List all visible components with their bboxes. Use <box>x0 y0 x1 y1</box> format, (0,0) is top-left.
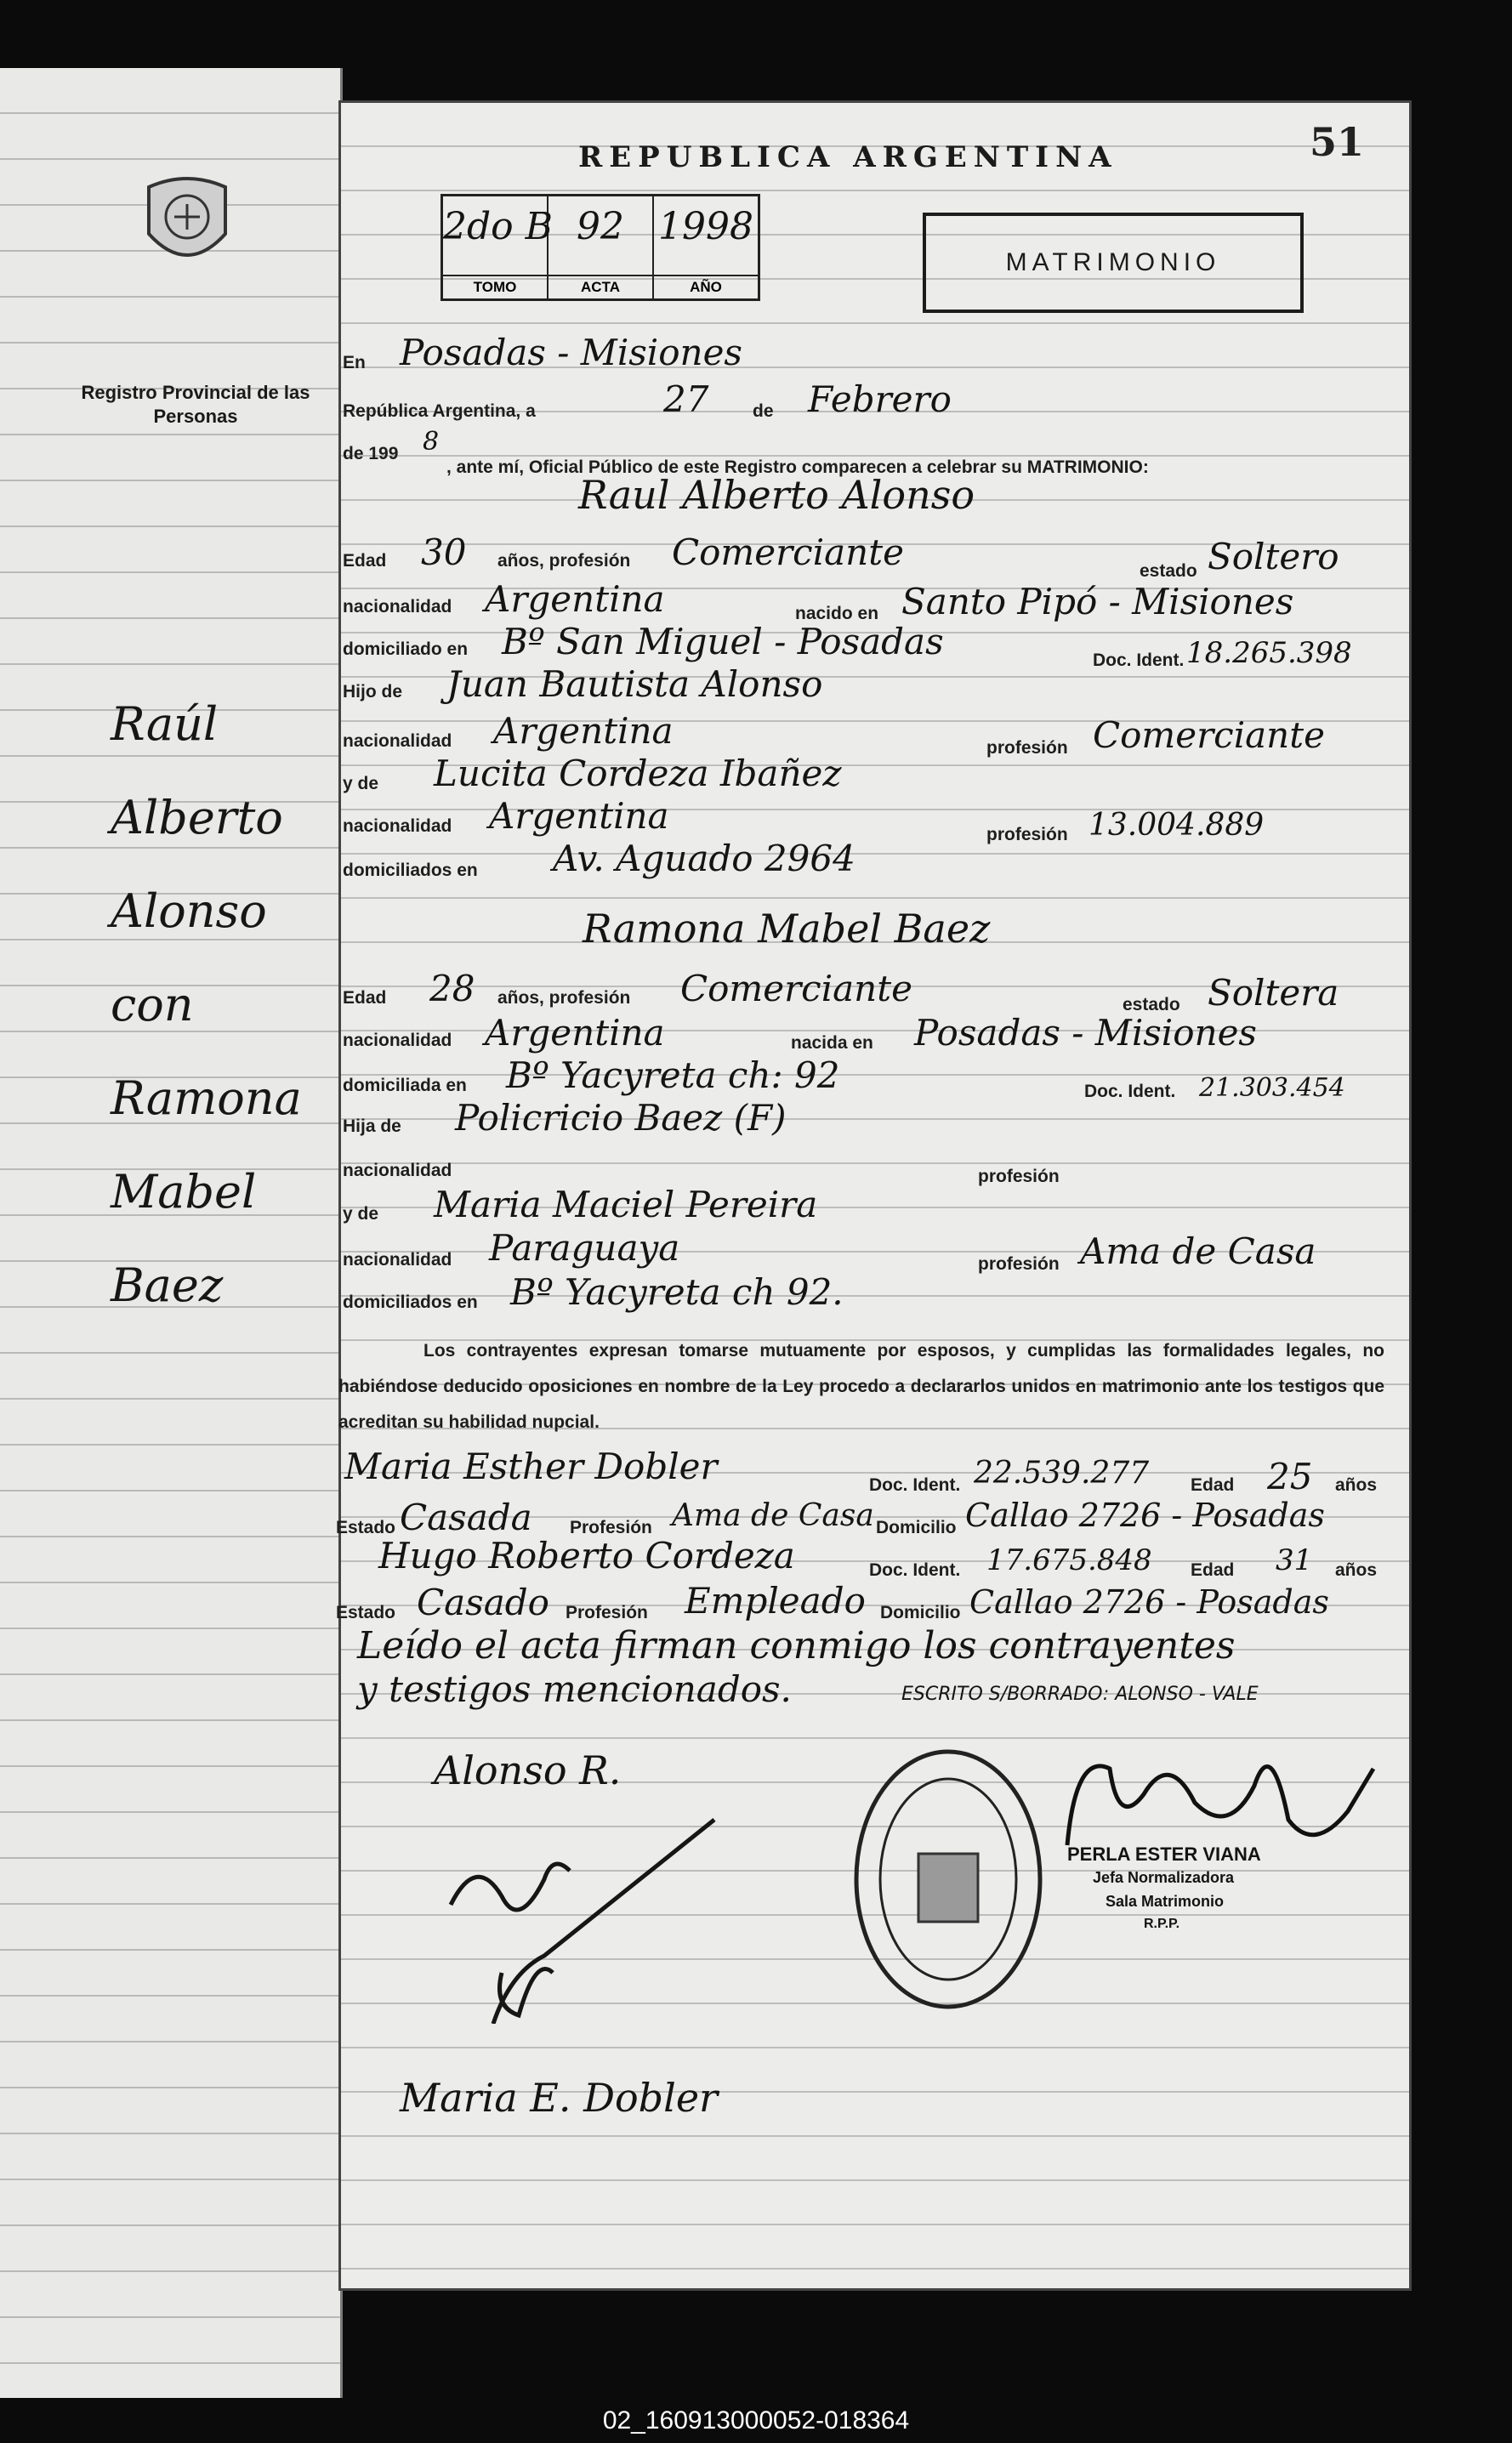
margin-name: Ramona <box>111 1071 302 1125</box>
witness2-doc: 17.675.848 <box>986 1543 1152 1577</box>
bride-doc-label: Doc. Ident. <box>1084 1082 1176 1101</box>
bride-age: 28 <box>429 968 475 1009</box>
coat-of-arms-seal-icon <box>140 170 234 276</box>
month-value: Febrero <box>808 378 952 420</box>
bride-nac-label: nacionalidad <box>343 1031 452 1050</box>
groom-doc: 18.265.398 <box>1186 636 1352 670</box>
groom-parents-domicile: Av. Aguado 2964 <box>553 838 855 879</box>
ano-label: AÑO <box>654 275 758 298</box>
bride-anos-label: años, profesión <box>497 988 631 1008</box>
bride-hija-label: Hija de <box>343 1116 401 1136</box>
margin-name: con <box>111 978 194 1031</box>
registry-label: Registro Provincial de las Personas <box>81 382 310 427</box>
footer-id: 02_160913000052-018364 <box>602 2406 910 2434</box>
groom-edad-label: Edad <box>343 551 387 571</box>
witness2-name: Hugo Roberto Cordeza <box>378 1535 795 1577</box>
groom-father: Juan Bautista Alonso <box>446 663 823 705</box>
witness1-name: Maria Esther Dobler <box>344 1446 718 1487</box>
groom-birthplace: Santo Pipó - Misiones <box>901 581 1294 622</box>
erasure-note: ESCRITO S/BORRADO: ALONSO - VALE <box>901 1684 1259 1705</box>
bride-estado-label: estado <box>1123 995 1180 1014</box>
bride-father-nat-label: nacionalidad <box>343 1161 452 1180</box>
witness1-doc: 22.539.277 <box>974 1456 1150 1491</box>
en-label: En <box>343 353 366 372</box>
bride-nationality: Argentina <box>485 1012 665 1054</box>
day-value: 27 <box>663 378 709 420</box>
official-title1: Jefa Normalizadora <box>1093 1869 1235 1886</box>
groom-nac-label: nacionalidad <box>343 597 452 616</box>
tomo-label: TOMO <box>443 275 547 298</box>
groom-estado: Soltero <box>1208 536 1339 577</box>
bride-edad-label: Edad <box>343 988 387 1008</box>
bride-nacida-label: nacida en <box>791 1033 873 1053</box>
groom-father-nationality: Argentina <box>493 710 674 752</box>
groom-anos-label: años, profesión <box>497 551 631 571</box>
tomo-value: 2do B <box>443 205 553 248</box>
witness2-edad-label: Edad <box>1191 1560 1235 1580</box>
bride-father-prof-label: profesión <box>978 1167 1060 1186</box>
bride-mother-profession: Ama de Casa <box>1080 1230 1316 1272</box>
groom-yde-label: y de <box>343 774 379 793</box>
tomo-cell <box>443 196 553 298</box>
witness1-profession: Ama de Casa <box>672 1498 874 1533</box>
bride-dom-label: domiciliada en <box>343 1076 467 1095</box>
act-type-box: MATRIMONIO <box>923 213 1304 313</box>
groom-profession: Comerciante <box>672 531 904 573</box>
witness1-anos-label: años <box>1335 1475 1378 1495</box>
bride-mother: Maria Maciel Pereira <box>434 1184 818 1225</box>
witness2-domicile: Callao 2726 - Posadas <box>969 1583 1329 1621</box>
groom-mother-nat-label: nacionalidad <box>343 816 452 836</box>
witness-signature: Maria E. Dobler <box>400 2075 719 2121</box>
witness2-prof-label: Profesión <box>566 1603 648 1622</box>
witness2-doc-label: Doc. Ident. <box>869 1560 961 1580</box>
page-number: 51 <box>1310 119 1365 165</box>
bride-parents-dom-label: domiciliados en <box>343 1293 478 1312</box>
ano-value: 1998 <box>658 205 753 248</box>
witness1-prof-label: Profesión <box>570 1518 652 1537</box>
country-heading: REPUBLICA ARGENTINA <box>578 140 1118 174</box>
bride-doc: 21.303.454 <box>1199 1073 1345 1103</box>
bride-father: Policricio Baez (F) <box>455 1097 787 1139</box>
witness2-estado: Casado <box>417 1582 549 1623</box>
footer-bar <box>0 2400 1512 2443</box>
official-name: PERLA ESTER VIANA <box>1067 1844 1261 1865</box>
groom-mother-prof-label: profesión <box>986 825 1068 844</box>
witness2-estado-label: Estado <box>336 1603 396 1622</box>
groom-parents-dom-label: domiciliados en <box>343 861 478 880</box>
left-margin-page <box>0 68 343 2398</box>
official-title2: Sala Matrimonio <box>1106 1893 1225 1910</box>
bride-birthplace: Posadas - Misiones <box>914 1012 1257 1054</box>
bride-mother-prof-label: profesión <box>978 1254 1060 1274</box>
groom-dom-label: domiciliado en <box>343 639 469 659</box>
witness1-estado: Casada <box>400 1497 532 1538</box>
groom-nationality: Argentina <box>485 578 665 620</box>
witness2-anos-label: años <box>1335 1560 1378 1580</box>
witness1-domicile: Callao 2726 - Posadas <box>965 1497 1325 1534</box>
margin-name: Baez <box>111 1258 224 1312</box>
closing-line1: Leído el acta firman conmigo los contrayentes <box>357 1624 1236 1667</box>
witness2-dom-label: Domicilio <box>880 1603 961 1622</box>
closing-line2: y testigos mencionados. <box>357 1668 792 1710</box>
bride-yde-label: y de <box>343 1204 379 1224</box>
official-title3: R.P.P. <box>1144 1917 1180 1931</box>
de-label: de <box>753 401 774 421</box>
bride-mother-nat-label: nacionalidad <box>343 1250 452 1270</box>
comparecen-text: , ante mí, Oficial Público de este Registro comparecen a celebrar su MATRIMONIO: <box>446 457 1149 477</box>
witness2-profession: Empleado <box>685 1580 866 1622</box>
bride-estado: Soltera <box>1208 972 1339 1014</box>
bride-parents-domicile: Bº Yacyreta ch 92. <box>510 1271 844 1313</box>
ano-cell <box>654 196 758 298</box>
groom-father-profession: Comerciante <box>1093 714 1325 756</box>
witness2-age: 31 <box>1276 1543 1313 1577</box>
witness1-dom-label: Domicilio <box>876 1518 957 1537</box>
groom-doc-label: Doc. Ident. <box>1093 651 1185 670</box>
groom-domicile: Bº San Miguel - Posadas <box>502 621 944 662</box>
groom-father-prof-label: profesión <box>986 738 1068 758</box>
declaration-paragraph: Los contrayentes expresan tomarse mutuamente por esposos, y cumplidas las formalidades legales, no habiéndose deducido oposiciones en nombre de la Ley procedo a declararlos unidos en matrimonio ante los testigos que acreditan su habilidad nupcial. <box>338 1341 1384 1432</box>
margin-name: Mabel <box>111 1165 257 1219</box>
record-box <box>441 194 760 301</box>
groom-mother-profession: 13.004.889 <box>1089 808 1265 843</box>
official-seal-stamp-icon <box>850 1743 1046 2015</box>
bride-name: Ramona Mabel Baez <box>583 906 991 952</box>
witness1-age: 25 <box>1267 1456 1313 1497</box>
margin-name: Raúl <box>111 697 219 751</box>
bride-signature-icon <box>442 1803 723 2024</box>
year-digit: 8 <box>423 427 440 457</box>
margin-name: Alberto <box>111 791 283 844</box>
groom-name: Raul Alberto Alonso <box>578 472 975 518</box>
groom-estado-label: estado <box>1140 561 1197 581</box>
groom-hijo-label: Hijo de <box>343 682 403 702</box>
bride-mother-nationality: Paraguaya <box>489 1227 680 1269</box>
witness1-edad-label: Edad <box>1191 1475 1235 1495</box>
groom-mother-nationality: Argentina <box>489 795 669 837</box>
groom-signature: Alonso R. <box>434 1747 622 1793</box>
groom-father-nat-label: nacionalidad <box>343 731 452 751</box>
margin-name: Alonso <box>111 884 267 938</box>
bride-domicile: Bº Yacyreta ch: 92 <box>506 1054 840 1096</box>
acta-value: 92 <box>577 205 624 248</box>
acta-label: ACTA <box>549 275 652 298</box>
place-value: Posadas - Misiones <box>400 332 742 373</box>
groom-age: 30 <box>421 531 467 573</box>
year-label: de 199 <box>343 444 399 463</box>
witness1-doc-label: Doc. Ident. <box>869 1475 961 1495</box>
acta-cell <box>549 196 654 298</box>
groom-nacido-label: nacido en <box>795 604 879 623</box>
witness1-estado-label: Estado <box>336 1518 396 1537</box>
bride-profession: Comerciante <box>680 968 912 1009</box>
republica-label: República Argentina, a <box>343 401 536 421</box>
groom-mother: Lucita Cordeza Ibañez <box>434 753 842 794</box>
